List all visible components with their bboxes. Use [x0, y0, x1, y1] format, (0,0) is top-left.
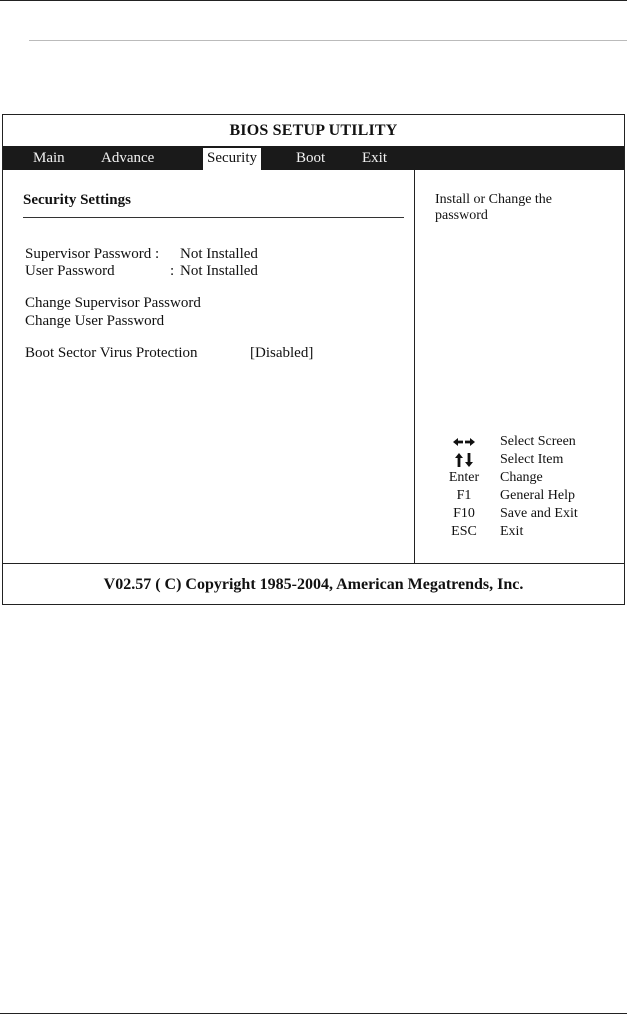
key-desc-change: Change [500, 470, 543, 485]
key-desc-save-exit: Save and Exit [500, 506, 578, 521]
key-esc: ESC [451, 524, 477, 539]
page-header-rule [29, 40, 627, 41]
section-title: Security Settings [23, 192, 131, 208]
key-row-select-screen [435, 433, 620, 451]
supervisor-password-value: Not Installed [180, 246, 258, 262]
change-supervisor-password[interactable]: Change Supervisor Password [25, 295, 201, 311]
bios-title: BIOS SETUP UTILITY [229, 122, 398, 139]
supervisor-password-status [25, 246, 258, 263]
key-legend [435, 433, 620, 541]
bios-setup-window [2, 114, 625, 605]
left-right-arrows-icon [435, 433, 493, 451]
key-desc-general-help: General Help [500, 488, 576, 503]
key-row-f10 [435, 505, 620, 523]
user-password-sep: : [170, 263, 175, 279]
menu-security[interactable]: Security [203, 148, 261, 170]
page-bottom-rule [0, 1013, 627, 1014]
boot-sector-value[interactable]: [Disabled] [250, 345, 314, 361]
menu-bar [3, 146, 624, 170]
menu-exit[interactable]: Exit [362, 150, 387, 166]
copyright-footer: V02.57 ( C) Copyright 1985-2004, American Megatrends, Inc. [3, 563, 624, 605]
key-row-enter [435, 469, 620, 487]
user-password-label: User Password [25, 263, 115, 279]
key-row-esc [435, 523, 620, 541]
settings-pane [3, 170, 415, 563]
key-desc-select-screen: Select Screen [500, 434, 576, 449]
supervisor-password-label: Supervisor Password : [25, 246, 160, 262]
key-f10: F10 [453, 506, 475, 521]
key-row-select-item [435, 451, 620, 469]
key-enter: Enter [448, 470, 480, 485]
section-divider [23, 217, 404, 218]
boot-sector-label: Boot Sector Virus Protection [25, 345, 198, 361]
menu-advance[interactable]: Advance [101, 150, 155, 166]
boot-sector-virus-protection[interactable] [25, 345, 314, 362]
up-down-arrows-icon [435, 451, 493, 469]
help-pane [415, 170, 624, 563]
key-f1: F1 [456, 488, 472, 503]
user-password-status [25, 263, 258, 280]
help-text: Install or Change the password [435, 192, 553, 223]
key-desc-select-item: Select Item [500, 452, 564, 467]
menu-main[interactable]: Main [33, 150, 65, 166]
page-top-rule [0, 0, 627, 1]
menu-boot[interactable]: Boot [296, 150, 326, 166]
key-desc-exit: Exit [500, 524, 524, 539]
key-row-f1 [435, 487, 620, 505]
user-password-value: Not Installed [180, 263, 258, 279]
change-user-password[interactable]: Change User Password [25, 313, 165, 329]
